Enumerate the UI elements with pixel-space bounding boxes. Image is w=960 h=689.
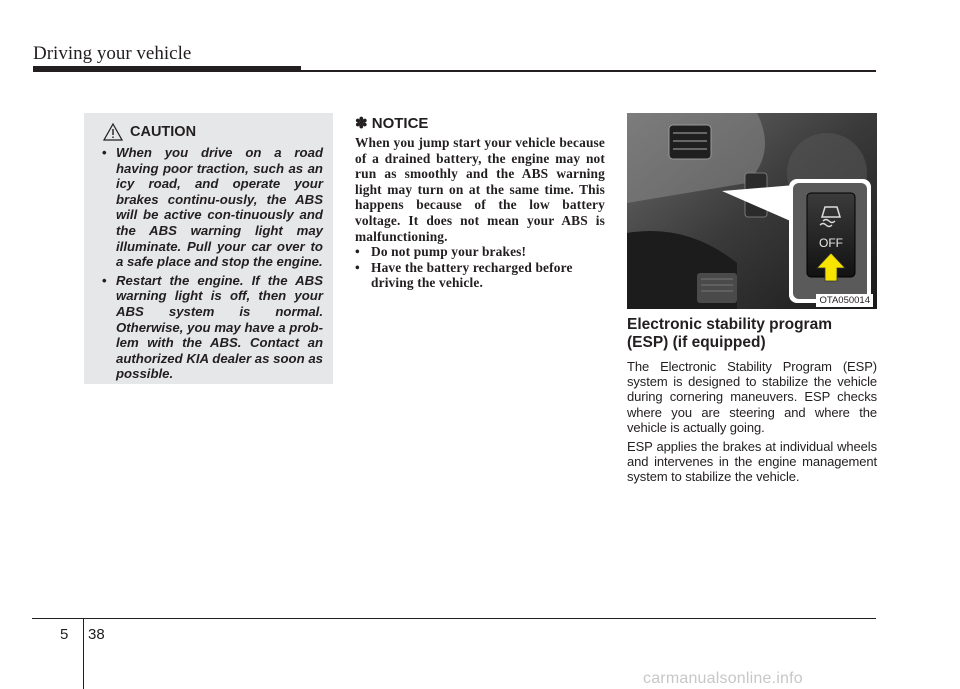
caution-header <box>98 122 323 142</box>
notice-section <box>355 114 605 291</box>
notice-item: • Have the battery recharged before driving the vehicle. <box>355 260 605 291</box>
figure-code: OTA050014 <box>816 294 873 307</box>
notice-body: When you jump start your vehicle because of a drained battery, the engine may not run as smoothly and the ABS warning light may turn on at the same time. This happens because of the low battery voltage. It does not mean your ABS is malfunctioning. <box>355 135 605 244</box>
esp-paragraph: ESP applies the brakes at individual wheels and intervenes in the engine management system to stabilize the vehicle. <box>627 439 877 485</box>
esp-paragraph: The Electronic Stability Program (ESP) system is designed to stabilize the vehicle during cornering maneuvers. ESP checks where you are steering and where the vehicle is actually going. <box>627 359 877 435</box>
warning-triangle-icon <box>103 123 123 141</box>
caution-box <box>84 113 333 384</box>
dashboard-illustration <box>627 113 877 309</box>
chapter-number: 5 <box>60 626 69 643</box>
page-number: 38 <box>88 626 105 643</box>
esp-section <box>627 316 877 489</box>
footer-divider <box>83 618 84 689</box>
caution-item: • When you drive on a road having poor traction, such as an icy road, and operate your brakes continu-ously, the ABS will be active con-tinuously and the ABS warning light may illuminate. Pull your car over to a safe place and stop the engine. <box>98 145 323 270</box>
notice-item: • Do not pump your brakes! <box>355 244 605 260</box>
esp-illustration <box>627 113 877 309</box>
notice-list <box>355 244 605 291</box>
footer-rule <box>32 618 876 619</box>
header-rule-thin <box>301 70 876 72</box>
header-rule-thick <box>33 66 301 72</box>
esp-title: Electronic stability program (ESP) (if equipped) <box>627 316 832 351</box>
caution-list <box>98 145 323 382</box>
caution-item: • Restart the engine. If the ABS warning light is off, then your ABS system is normal. Otherwise, you may have a prob-lem with the ABS. Contact an authorized KIA dealer as soon as possible. <box>98 273 323 382</box>
caution-label: CAUTION <box>130 124 197 140</box>
notice-title: ✽ NOTICE <box>355 115 429 132</box>
button-off-text: OFF <box>819 236 843 250</box>
header-title: Driving your vehicle <box>33 43 192 64</box>
watermark: carmanualsonline.info <box>643 670 803 687</box>
